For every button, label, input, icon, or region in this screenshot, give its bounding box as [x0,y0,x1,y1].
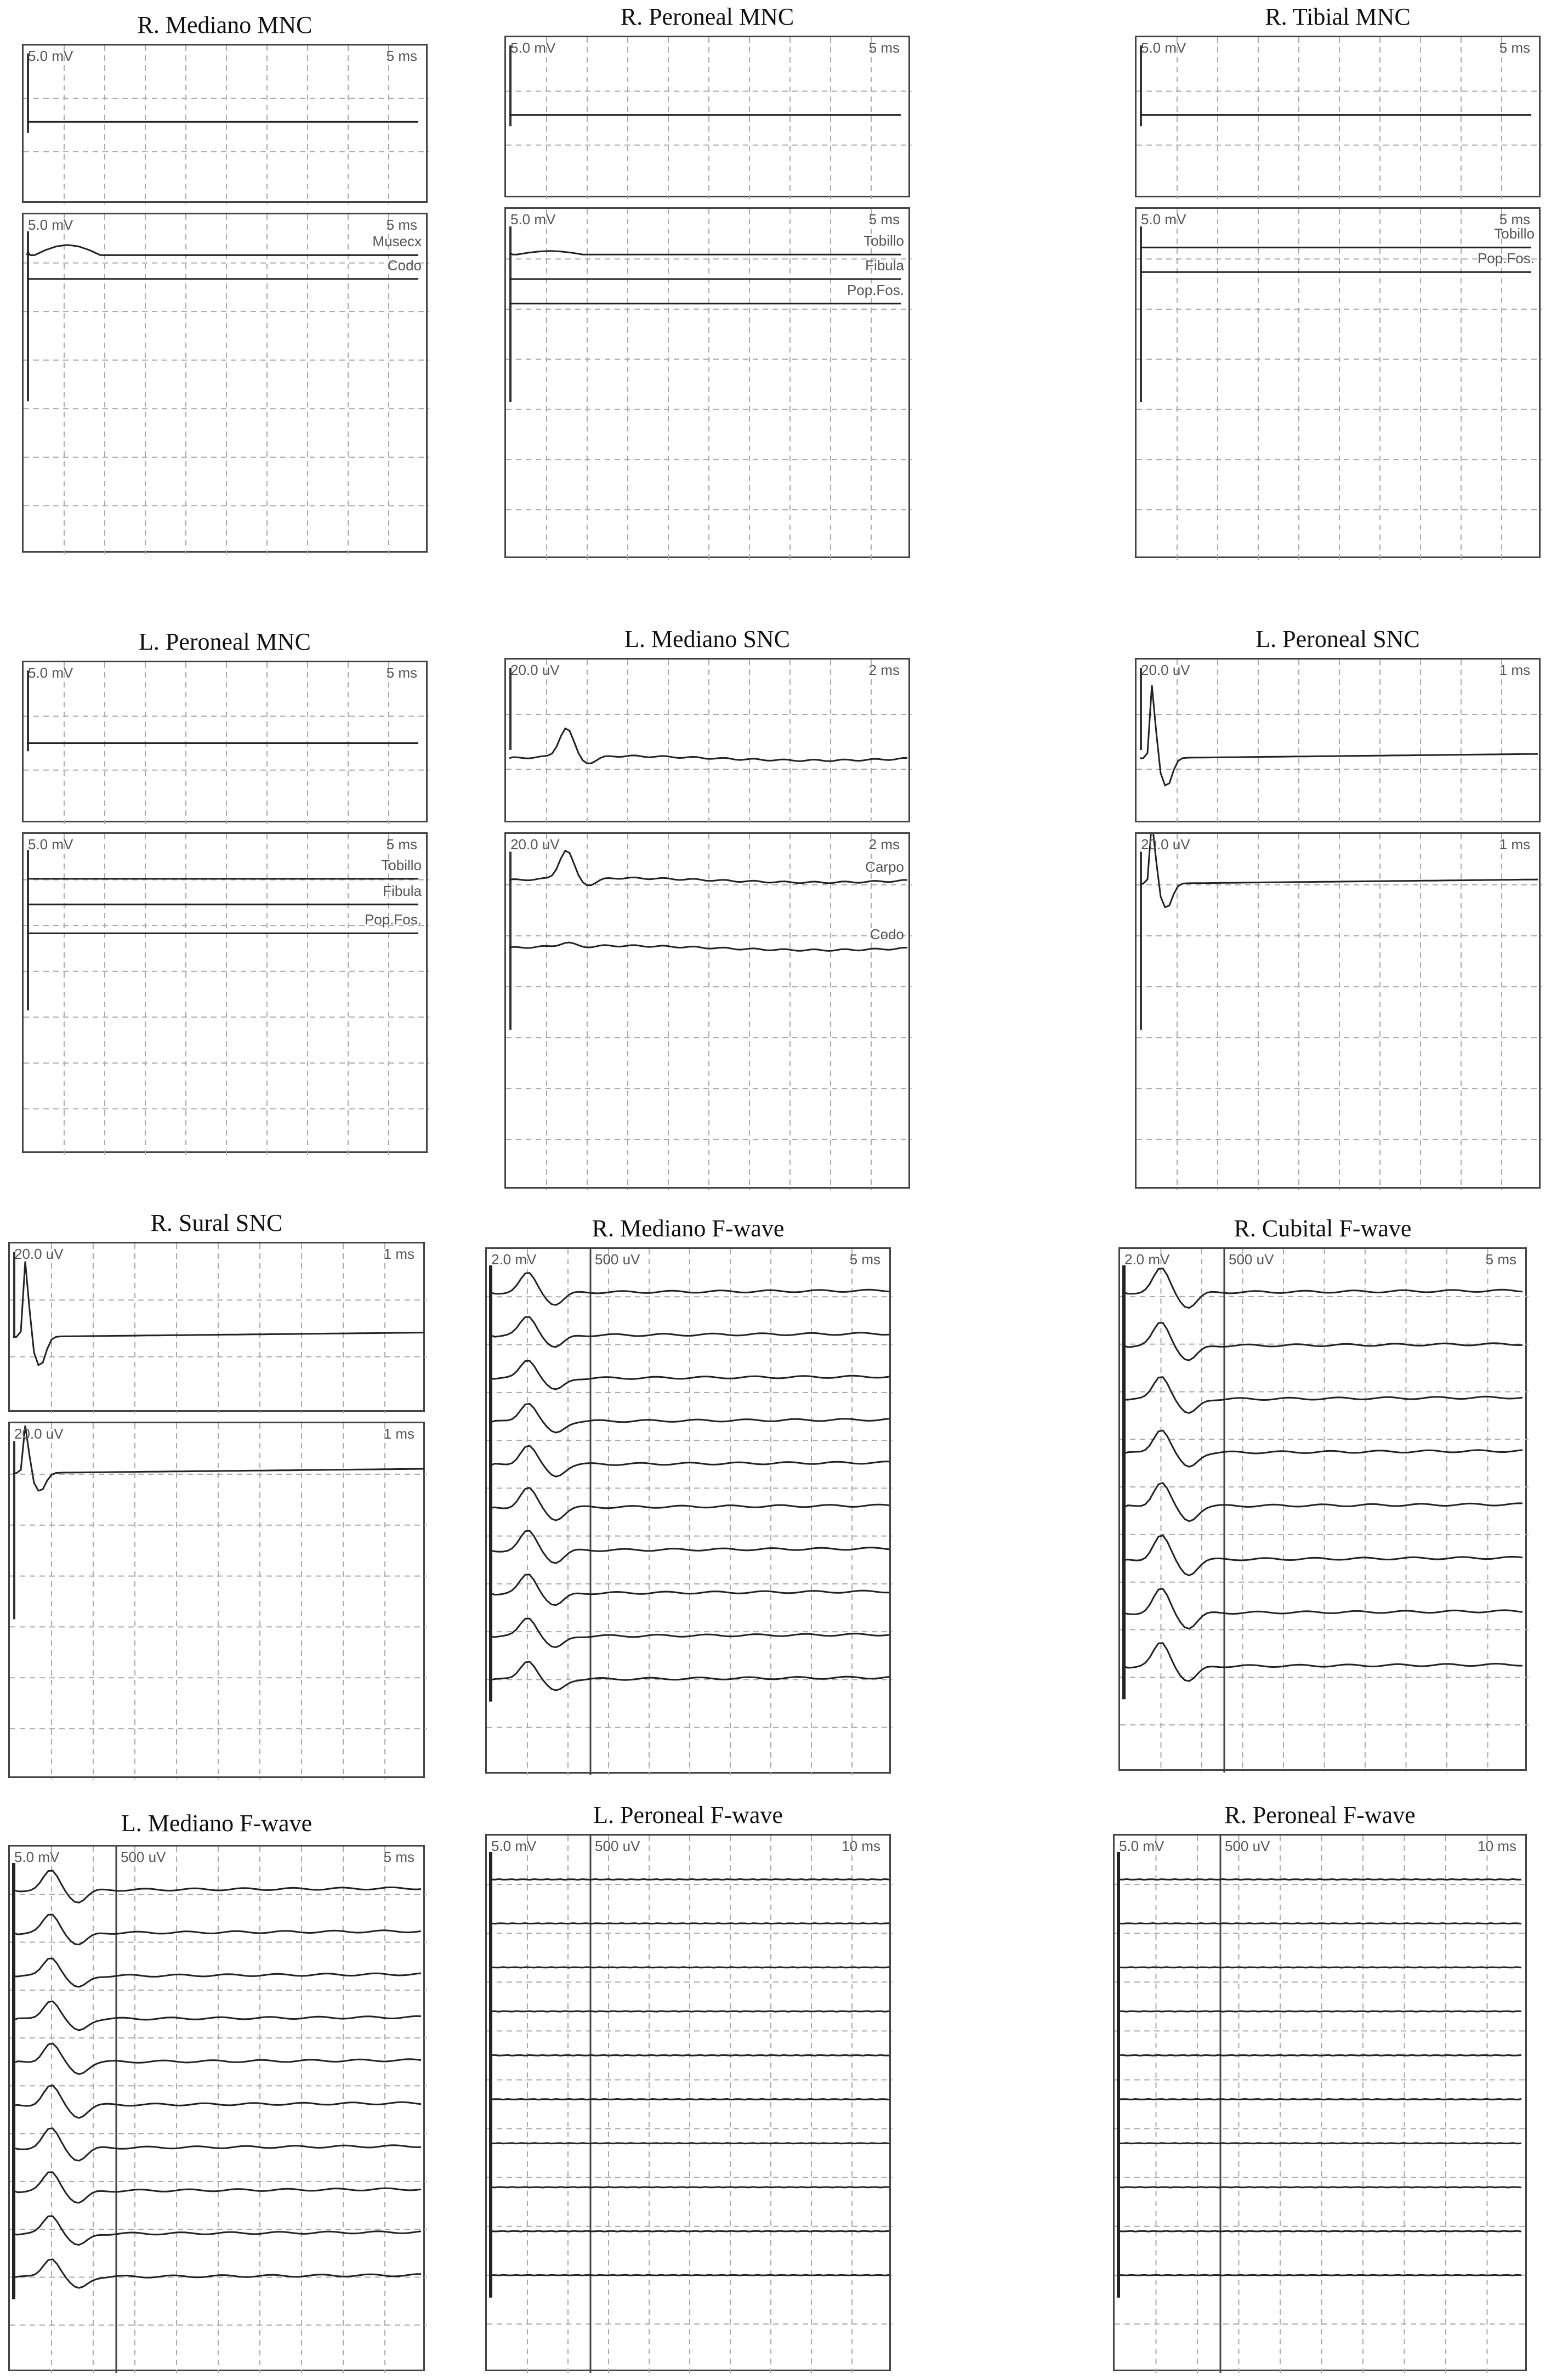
grid [10,1243,427,1413]
sweep-label: 5 ms [386,664,417,681]
grid [506,37,912,199]
sensitivity-label: 5.0 mV [14,1849,60,1865]
r-tibial-mnc-frame-1 [1135,36,1541,197]
waveform-plot [10,1243,427,1413]
fwave-trace [492,1618,889,1648]
sweep-label: 5 ms [868,211,900,228]
waveform-plot [10,1423,427,1780]
grid [24,834,429,1155]
l-mediano-fwave-title: L. Mediano F-wave [121,1810,313,1837]
fwave-trace [492,2187,889,2188]
sweep-label: 5 ms [386,48,417,64]
fwave-trace [492,1361,889,1389]
waveform-plot [24,46,429,205]
waveform-plot [506,37,912,199]
r-peroneal-fwave-title: R. Peroneal F-wave [1224,1802,1416,1828]
r-sural-snc-title: R. Sural SNC [150,1209,283,1236]
fwave-trace [492,1404,889,1433]
sweep-label: 1 ms [383,1246,414,1262]
sensitivity-label: 5.0 mV [28,836,73,853]
l-mediano-snc-frame-1 [504,658,910,822]
fwave-trace [1120,1923,1521,1924]
fwave-trace [492,1531,889,1563]
r-mediano-mnc-frame-2 [22,213,428,553]
r-tibial-mnc-frame-2 [1135,207,1541,558]
grid [1137,37,1542,199]
sensitivity-label: 20.0 uV [14,1425,64,1442]
r-cubital-fwave-title: R. Cubital F-wave [1234,1215,1412,1242]
grid [24,214,429,554]
sweep-label: 5 ms [386,836,417,853]
sensitivity-label: 5.0 mV [491,1838,537,1854]
trace-site-label: Musecx [372,233,422,250]
r-peroneal-mnc-frame-2 [504,207,910,558]
r-cubital-fwave-frame [1118,1247,1527,1771]
fwave-plot [487,1249,893,1775]
waveform-plot [1137,37,1542,199]
grid [10,1423,427,1780]
waveform-plot [1137,660,1542,824]
grid [506,209,912,560]
waveform-plot [1137,834,1542,1190]
l-peroneal-mnc-title: L. Peroneal MNC [138,628,311,655]
r-sural-snc-frame-1 [8,1242,425,1412]
trace-site-label: Codo [870,926,904,942]
sweep-label: 5 ms [849,1251,880,1268]
fwave-sensitivity-label: 500 uV [1229,1251,1274,1268]
fwave-trace [492,1662,889,1690]
l-mediano-fwave-frame [8,1845,425,2371]
sensitivity-label: 2.0 mV [491,1251,537,1268]
grid [487,1249,893,1775]
sensitivity-label: 20.0 uV [510,662,560,678]
grid [1115,1836,1529,2373]
l-mediano-snc-title: L. Mediano SNC [624,626,790,652]
sensitivity-label: 20.0 uV [14,1246,64,1262]
fwave-trace [492,1575,889,1605]
waveform-plot [24,662,429,824]
grid [1137,834,1542,1190]
trace-site-label: Codo [387,257,422,274]
fwave-sensitivity-label: 500 uV [595,1838,640,1854]
r-sural-snc-frame-2 [8,1422,425,1778]
trace-site-label: Pop.Fos. [364,911,422,928]
l-peroneal-snc-title: L. Peroneal SNC [1255,626,1420,652]
sensitivity-label: 5.0 mV [1141,211,1186,228]
fwave-trace [1120,2011,1521,2012]
l-peroneal-mnc-frame-1 [22,661,428,822]
grid [506,834,912,1190]
waveform-plot [506,834,912,1190]
sweep-label: 5 ms [1499,39,1530,56]
sensitivity-label: 2.0 mV [1124,1251,1170,1268]
fwave-trace [492,1488,889,1521]
trace-site-label: Carpo [865,858,904,875]
trace-site-label: Fibula [383,882,422,899]
sweep-label: 2 ms [868,662,900,678]
sensitivity-label: 5.0 mV [1119,1838,1164,1854]
sweep-label: 10 ms [842,1838,880,1854]
l-mediano-snc-frame-2 [504,832,910,1189]
sweep-label: 2 ms [868,836,900,853]
sweep-label: 1 ms [383,1425,414,1442]
waveform-trace [509,251,901,254]
r-peroneal-fwave-frame [1113,1834,1527,2371]
waveform-plot [24,834,429,1155]
fwave-trace [1120,2143,1521,2144]
sensitivity-label: 5.0 mV [28,664,73,681]
trace-site-label: Tobillo [381,856,422,873]
r-mediano-fwave-title: R. Mediano F-wave [592,1215,785,1242]
sensitivity-label: 20.0 uV [1141,662,1190,678]
grid [24,46,429,205]
fwave-trace [492,1273,889,1305]
sensitivity-label: 5.0 mV [510,39,556,56]
fwave-trace [492,1923,889,1924]
sensitivity-label: 20.0 uV [510,836,560,853]
fwave-trace [15,1958,421,1987]
trace-site-label: Pop.Fos. [846,281,904,298]
l-peroneal-snc-frame-1 [1135,658,1541,822]
fwave-trace [1120,1967,1521,1968]
sweep-label: 5 ms [1485,1251,1516,1268]
l-peroneal-fwave-frame [485,1834,891,2371]
grid [10,1847,427,2373]
grid [506,660,912,824]
grid [1137,660,1542,824]
sensitivity-label: 5.0 mV [510,211,556,228]
r-mediano-fwave-frame [485,1247,891,1774]
waveform-plot [24,214,429,554]
sensitivity-label: 20.0 uV [1141,836,1190,853]
fwave-trace [492,2011,889,2012]
fwave-trace [492,1967,889,1968]
fwave-sensitivity-label: 500 uV [595,1251,640,1268]
trace-site-label: Fibula [865,257,904,274]
sweep-label: 5 ms [1499,211,1530,228]
l-peroneal-mnc-frame-2 [22,832,428,1153]
sensitivity-label: 5.0 mV [28,217,73,233]
r-peroneal-mnc-title: R. Peroneal MNC [620,3,794,30]
grid [1120,1249,1529,1773]
l-peroneal-snc-frame-2 [1135,832,1541,1189]
sensitivity-label: 5.0 mV [1141,39,1186,56]
sweep-label: 1 ms [1499,662,1530,678]
fwave-plot [487,1836,893,2373]
fwave-plot [1115,1836,1529,2373]
fwave-trace [492,1317,889,1347]
fwave-sensitivity-label: 500 uV [121,1849,166,1865]
fwave-trace [1120,2187,1521,2188]
trace-site-label: Pop.Fos. [1477,250,1535,267]
trace-site-label: Tobillo [863,232,904,249]
sweep-label: 1 ms [1499,836,1530,853]
sensitivity-label: 5.0 mV [28,48,73,64]
l-peroneal-fwave-title: L. Peroneal F-wave [593,1802,783,1828]
sweep-label: 5 ms [868,39,900,56]
r-peroneal-mnc-frame-1 [504,36,910,197]
waveform-plot [506,209,912,560]
r-tibial-mnc-title: R. Tibial MNC [1265,3,1411,30]
fwave-trace [492,1446,889,1477]
waveform-plot [506,660,912,824]
fwave-sensitivity-label: 500 uV [1225,1838,1270,1854]
fwave-trace [492,2143,889,2144]
fwave-trace [15,2216,421,2245]
sweep-label: 10 ms [1478,1838,1516,1854]
grid [487,1836,893,2373]
r-mediano-mnc-title: R. Mediano MNC [137,12,313,38]
fwave-plot [10,1847,427,2373]
r-mediano-mnc-frame-1 [22,44,428,203]
trace-site-label: Tobillo [1494,225,1535,242]
sweep-label: 5 ms [383,1849,414,1865]
sweep-label: 5 ms [386,217,417,233]
fwave-plot [1120,1249,1529,1773]
waveform-trace [27,245,418,255]
